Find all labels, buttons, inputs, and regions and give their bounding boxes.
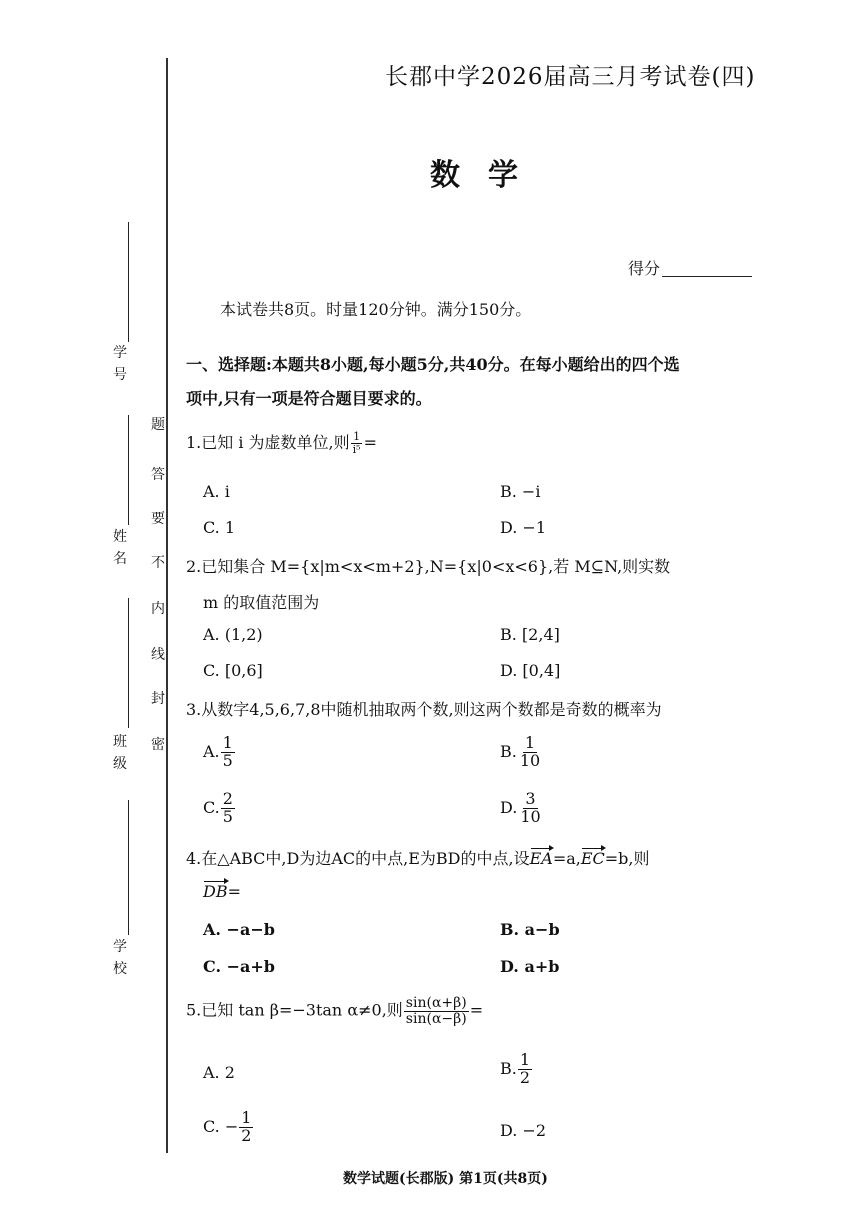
q4-option-a[interactable]: A. −a−b (203, 920, 275, 939)
q2-option-a[interactable]: A. (1,2) (203, 625, 263, 644)
section-heading-line2: 项中,只有一项是符合题目要求的。 (186, 389, 432, 408)
margin-label-char: 号 (113, 367, 127, 383)
q4-option-b[interactable]: B. a−b (500, 920, 560, 939)
subject-title: 数学 (430, 158, 546, 193)
margin-label-char: 名 (113, 551, 127, 567)
seal-char: 要 (151, 511, 165, 527)
q4-option-c[interactable]: C. −a+b (203, 957, 275, 976)
margin-label-char: 级 (113, 756, 127, 772)
margin-label-char: 学 (113, 345, 127, 361)
seal-char: 封 (151, 691, 165, 707)
seal-char: 密 (151, 737, 165, 753)
q5-option-a[interactable]: A. 2 (203, 1063, 235, 1082)
question-4-line1: 4.在△ABC中,D为边AC的中点,E为BD的中点,设EA=a,EC=b,则 (186, 849, 650, 868)
seal-char: 内 (151, 601, 165, 617)
score-blank[interactable] (662, 258, 752, 277)
score-field (628, 256, 752, 279)
fraction: $\frac{1}{2}$ (241, 1108, 252, 1145)
seal-char: 答 (151, 467, 165, 483)
q5-option-b[interactable]: B. $\frac{1}{2}$ (500, 1050, 531, 1087)
question-2-line2: m 的取值范围为 (203, 593, 320, 612)
fraction: $\frac{1}{5}$ (222, 733, 233, 770)
q3-option-a[interactable]: A. $\frac{1}{5}$ (203, 733, 233, 770)
exam-title: 长郡中学2026届高三月考试卷(四) (385, 64, 756, 90)
page-footer: 数学试题(长郡版) 第1页(共8页) (343, 1171, 548, 1187)
fraction: $\frac{1}{\text{i⁵}}$ (352, 430, 361, 456)
question-4-line2: DB= (203, 882, 241, 901)
fraction: $\frac{2}{5}$ (222, 789, 233, 826)
seal-char: 不 (151, 555, 165, 571)
q2-option-b[interactable]: B. [2,4] (500, 625, 560, 644)
q3-option-d[interactable]: D. $\frac{3}{10}$ (500, 789, 541, 826)
blank-line[interactable] (128, 415, 129, 525)
q4-option-d[interactable]: D. a+b (500, 957, 560, 976)
q3-option-b[interactable]: B. $\frac{1}{10}$ (500, 733, 541, 770)
vector-ea: EA (529, 849, 553, 868)
fraction: $\frac{\sin(\alpha+\beta)}{\sin(\alpha-\beta)}$ (405, 995, 467, 1027)
score-label: 得分 (628, 259, 661, 278)
q1-option-d[interactable]: D. −1 (500, 518, 547, 537)
question-text: 1.已知 i 为虚数单位,则 (186, 433, 350, 452)
question-3: 3.从数字4,5,6,7,8中随机抽取两个数,则这两个数都是奇数的概率为 (186, 700, 662, 719)
vector-ec: EC (580, 849, 605, 868)
blank-line[interactable] (128, 598, 129, 728)
fraction: $\frac{1}{2}$ (519, 1050, 531, 1087)
q3-option-c[interactable]: C. $\frac{2}{5}$ (203, 789, 233, 826)
exam-intro: 本试卷共8页。时量120分钟。满分150分。 (220, 300, 532, 319)
margin-label-char: 学 (113, 939, 127, 955)
q2-option-c[interactable]: C. [0,6] (203, 661, 263, 680)
seal-char: 题 (151, 417, 165, 433)
q1-option-c[interactable]: C. 1 (203, 518, 236, 537)
blank-line[interactable] (128, 800, 129, 935)
q1-option-a[interactable]: A. i (203, 482, 230, 501)
question-1: 1.已知 i 为虚数单位,则 $\frac{1}{\text{i⁵}}$ = (186, 430, 377, 456)
q5-option-d[interactable]: D. −2 (500, 1121, 547, 1140)
vector-db: DB (203, 882, 228, 901)
fraction: $\frac{3}{10}$ (520, 789, 541, 826)
blank-line[interactable] (128, 222, 129, 342)
q2-option-d[interactable]: D. [0,4] (500, 661, 561, 680)
binding-line (166, 58, 168, 1153)
seal-char: 线 (151, 647, 165, 663)
fraction: $\frac{1}{10}$ (519, 733, 541, 770)
section-heading-line1: 一、选择题:本题共8小题,每小题5分,共40分。在每小题给出的四个选 (186, 355, 680, 374)
q5-option-c[interactable]: C. − $\frac{1}{2}$ (203, 1108, 252, 1145)
margin-label-char: 校 (113, 961, 127, 977)
question-5: 5.已知 tan β=−3tan α≠0,则 $\frac{\sin(\alpha+\beta)}{\sin(\alpha-\beta)}$ = (186, 995, 484, 1027)
question-2-line1: 2.已知集合 M={x|m<x<m+2},N={x|0<x<6},若 M⊆N,则实数 (186, 557, 671, 576)
q1-option-b[interactable]: B. −i (500, 482, 541, 501)
margin-label-char: 班 (113, 734, 127, 750)
margin-label-char: 姓 (113, 529, 127, 545)
